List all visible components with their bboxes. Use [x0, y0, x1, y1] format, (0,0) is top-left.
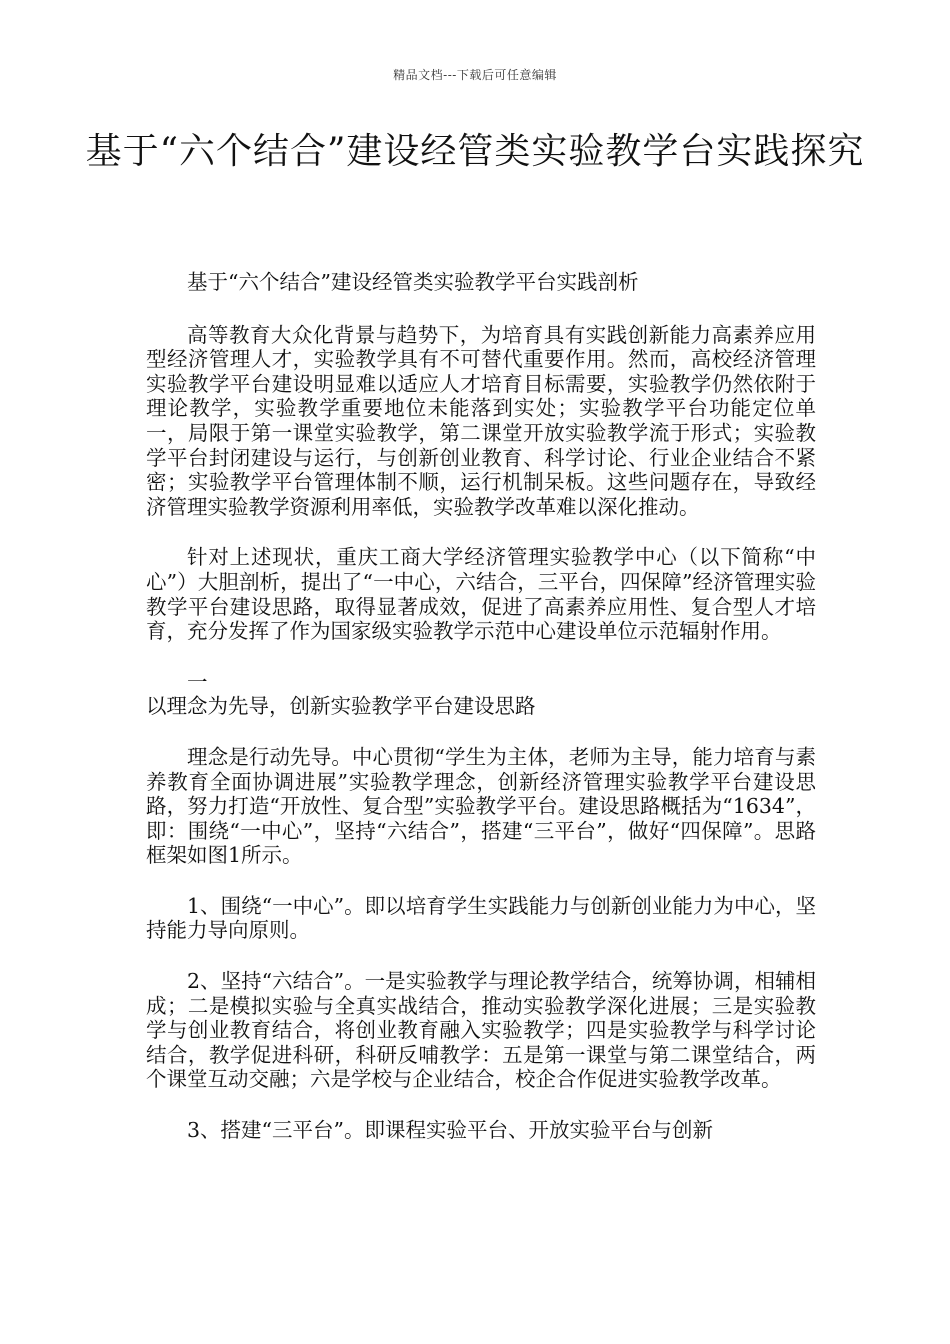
document-title: 基于“六个结合”建设经管类实验教学台实践探究 [85, 131, 865, 172]
document-body [146, 270, 816, 1169]
paragraph: 3、搭建“三平台”。即课程实验平台、开放实验平台与创新 [187, 1118, 714, 1143]
paragraph: 针对上述现状，重庆工商大学经济管理实验教学中心（以下简称“中心”）大胆剖析，提出了“一中心，六结合，三平台，四保障”经济管理实验教学平台建设思路，取得显著成效，促进了高素养应用性、复合型人才培育，充分发挥了作为国家级实验教学示范中心建设单位示范辐射作用。 [146, 545, 816, 644]
page-header: 精品文档---下载后可任意编辑 [393, 68, 557, 82]
paragraph: 1、围绕“一中心”。即以培育学生实践能力与创新创业能力为中心，坚持能力导向原则。 [146, 893, 816, 943]
section-number: 一 [187, 669, 208, 694]
section-heading [146, 670, 816, 719]
paragraph: 理念是行动先导。中心贯彻“学生为主体，老师为主导，能力培育与素养教育全面协调进展”实验教学理念，创新经济管理实验教学平台建设思路，努力打造“开放性、复合型”实验教学平台。建设思路概括为“1634”，即：围绕“一中心”，坚持“六结合”，搭建“三平台”，做好“四保障”。思路框架如图1所示。 [146, 744, 816, 868]
document-subtitle: 基于“六个结合”建设经管类实验教学平台实践剖析 [187, 270, 639, 294]
paragraph: 2、坚持“六结合”。一是实验教学与理论教学结合，统筹协调，相辅相成；二是模拟实验与全真实战结合，推动实验教学深化进展；三是实验教学与创业教育结合，将创业教育融入实验教学；四是实验教学与科学讨论结合，教学促进科研，科研反哺教学：五是第一课堂与第二课堂结合，两个课堂互动交融；六是学校与企业结合，校企合作促进实验教学改革。 [146, 969, 816, 1092]
paragraph: 高等教育大众化背景与趋势下，为培育具有实践创新能力高素养应用型经济管理人才，实验教学具有不可替代重要作用。然而，高校经济管理实验教学平台建设明显难以适应人才培育目标需要，实验教学仍然依附于理论教学，实验教学重要地位未能落到实处；实验教学平台功能定位单一，局限于第一课堂实验教学，第二课堂开放实验教学流于形式；实验教学平台封闭建设与运行，与创新创业教育、科学讨论、行业企业结合不紧密；实验教学平台管理体制不顺，运行机制呆板。这些问题存在，导致经济管理实验教学资源利用率低，实验教学改革难以深化推动。 [146, 322, 816, 519]
section-title: 以理念为先导，创新实验教学平台建设思路 [146, 694, 536, 719]
